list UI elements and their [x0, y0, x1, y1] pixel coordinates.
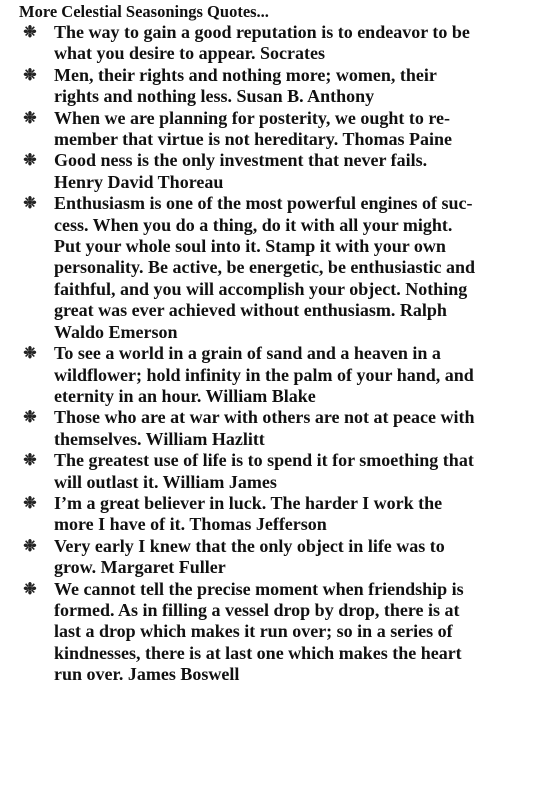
quote-line: When we are planning for posterity, we ought to re- — [54, 107, 450, 128]
quote-line: Enthusiasm is one of the most powerful engines of suc- — [54, 193, 473, 214]
quote-line: wildflower; hold infinity in the palm of your hand, and — [54, 364, 474, 385]
quote-line: faithful, and you will accomplish your object. Nothing — [54, 278, 468, 299]
quote-line: what you desire to appear. Socrates — [54, 43, 325, 64]
quote-item — [20, 193, 540, 343]
quote-line: personality. Be active, be energetic, be enthusiastic and — [54, 257, 475, 278]
quote-line: will outlast it. William James — [54, 471, 277, 492]
quote-item — [20, 22, 540, 65]
quote-line: To see a world in a grain of sand and a heaven in a — [54, 343, 441, 364]
snowflake-bullet-icon: ❉ — [23, 195, 37, 213]
snowflake-bullet-icon: ❉ — [23, 409, 37, 427]
snowflake-bullet-icon: ❉ — [23, 452, 37, 470]
quote-line: great was ever achieved without enthusiasm. Ralph — [54, 300, 447, 321]
snowflake-bullet-icon: ❉ — [23, 537, 37, 555]
quote-line: Waldo Emerson — [54, 321, 178, 342]
quote-line: Men, their rights and nothing more; women, their — [54, 64, 437, 85]
quote-line: themselves. William Hazlitt — [54, 428, 265, 449]
quote-line: Henry David Thoreau — [54, 171, 224, 192]
quote-line: member that virtue is not hereditary. Thomas Paine — [54, 129, 452, 150]
quote-item — [20, 450, 540, 493]
snowflake-bullet-icon: ❉ — [23, 345, 37, 363]
quote-line: The greatest use of life is to spend it for smoething that — [54, 450, 474, 471]
quote-line: more I have of it. Thomas Jefferson — [54, 514, 327, 535]
snowflake-bullet-icon: ❉ — [23, 152, 37, 170]
quote-item — [20, 536, 540, 579]
quote-line: Put your whole soul into it. Stamp it with your own — [54, 236, 446, 257]
quote-item — [20, 579, 540, 686]
quote-line: eternity in an hour. William Blake — [54, 385, 316, 406]
quote-item — [20, 493, 540, 536]
quote-item — [20, 150, 540, 193]
snowflake-bullet-icon: ❉ — [23, 580, 37, 598]
quote-item — [20, 65, 540, 108]
quote-line: Good ness is the only investment that never fails. — [54, 150, 428, 171]
quote-line: kindnesses, there is at last one which makes the heart — [54, 642, 462, 663]
quote-line: Those who are at war with others are not at peace with — [54, 407, 475, 428]
quote-line: Very early I knew that the only object in life was to — [54, 535, 445, 556]
quote-line: We cannot tell the precise moment when friendship is — [54, 578, 464, 599]
quote-item — [20, 343, 540, 407]
snowflake-bullet-icon: ❉ — [23, 66, 37, 84]
snowflake-bullet-icon: ❉ — [23, 24, 37, 41]
quote-item — [20, 407, 540, 450]
quote-line: grow. Margaret Fuller — [54, 557, 226, 578]
quote-line: formed. As in filling a vessel drop by drop, there is at — [54, 599, 460, 620]
quote-line: run over. James Boswell — [54, 664, 240, 685]
snowflake-bullet-icon: ❉ — [23, 494, 37, 512]
quote-line: I’m a great believer in luck. The harder I work the — [54, 492, 443, 513]
quote-line: The way to gain a good reputation is to endeavor to be — [54, 22, 470, 42]
snowflake-bullet-icon: ❉ — [23, 109, 37, 127]
page-heading: More Celestial Seasonings Quotes... — [19, 2, 269, 21]
quote-line: last a drop which makes it run over; so in a series of — [54, 621, 453, 642]
quote-line: cess. When you do a thing, do it with all your might. — [54, 214, 453, 235]
quote-list — [20, 22, 540, 686]
quote-item — [20, 108, 540, 151]
quote-line: rights and nothing less. Susan B. Anthony — [54, 86, 375, 107]
